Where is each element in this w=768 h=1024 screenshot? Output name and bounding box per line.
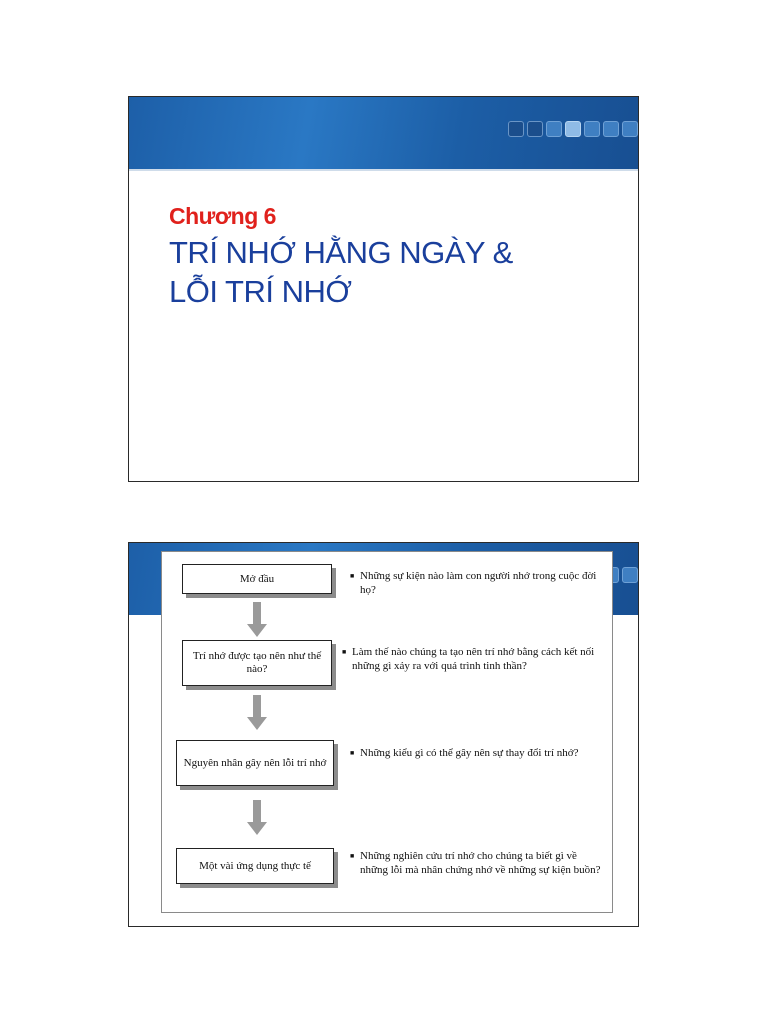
slide-2 — [128, 542, 639, 927]
down-arrow-icon — [247, 800, 267, 836]
bullet-icon: ■ — [350, 749, 355, 757]
decorative-squares — [508, 121, 638, 137]
square-icon — [584, 121, 600, 137]
flow-question-4: ■ Những nghiên cứu trí nhớ cho chúng ta biết gì về những lỗi mà nhân chứng nhớ về những sự kiện buồn? — [350, 850, 601, 876]
square-icon — [527, 121, 543, 137]
flow-question-1: ■ Những sự kiện nào làm con người nhớ trong cuộc đời họ? — [350, 570, 597, 596]
square-icon — [565, 121, 581, 137]
down-arrow-icon — [247, 602, 267, 638]
flow-box-error-causes: Nguyên nhân gây nên lỗi trí nhớ — [176, 740, 334, 786]
square-icon — [603, 121, 619, 137]
bullet-icon: ■ — [342, 648, 347, 656]
square-icon — [546, 121, 562, 137]
flow-question-2: ■ Làm thế nào chúng ta tạo nên trí nhớ bằng cách kết nối những gì xảy ra với quá trình tinh thần? — [342, 646, 595, 672]
chapter-label: Chương 6 — [169, 203, 276, 229]
bullet-icon: ■ — [350, 852, 355, 860]
down-arrow-icon — [247, 695, 267, 731]
bullet-icon: ■ — [350, 572, 355, 580]
header-divider — [129, 169, 638, 171]
square-icon — [622, 121, 638, 137]
flowchart-panel — [161, 551, 613, 913]
square-icon — [508, 121, 524, 137]
slide-title — [169, 233, 609, 311]
slide-1 — [128, 96, 639, 482]
square-icon — [622, 567, 638, 583]
flow-box-memory-formation: Trí nhớ được tạo nên như thế nào? — [182, 640, 332, 686]
flow-box-intro: Mở đầu — [182, 564, 332, 594]
flow-question-3: ■ Những kiểu gì có thể gây nên sự thay đổi trí nhớ? — [350, 747, 579, 759]
flow-box-applications: Một vài ứng dụng thực tế — [176, 848, 334, 884]
title-line-1: TRÍ NHỚ HẰNG NGÀY & — [169, 235, 513, 270]
title-line-2: LỖI TRÍ NHỚ — [169, 274, 352, 309]
